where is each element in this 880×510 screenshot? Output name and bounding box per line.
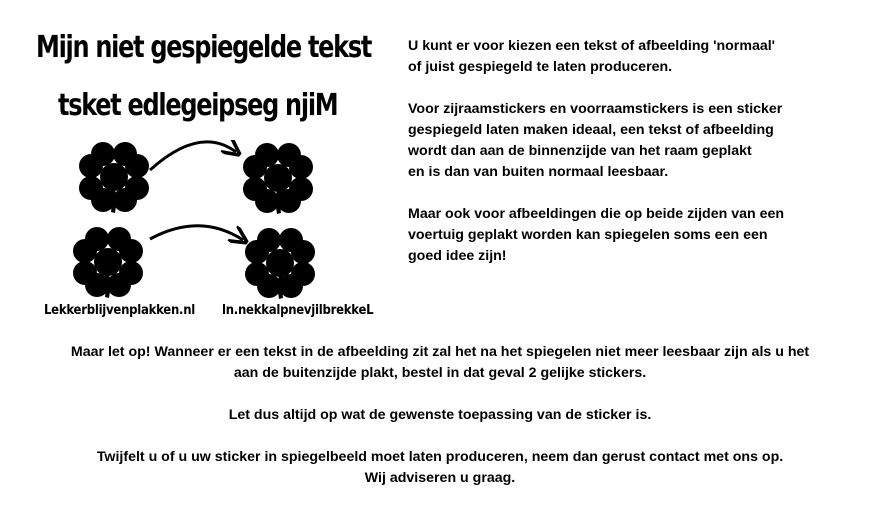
paragraph [0,342,880,384]
four-leaf-clover-icon [73,227,143,298]
text-line: Voor zijraamstickers en voorraamstickers is een sticker [408,101,783,117]
text-line: gespiegeld laten maken ideaal, een tekst of afbeelding [408,122,774,138]
text-line: Maar ook voor afbeeldingen die op beide zijden van een [408,206,785,222]
heading-normal: Mijn niet gespiegelde tekst [36,30,372,65]
mirroring-illustration [30,140,380,330]
heading-mirrored: tsket edlegeipseg njiM [58,88,338,123]
four-leaf-clover-icon [79,142,149,213]
bottom-text [0,342,880,510]
paragraph [0,405,880,426]
paragraph [408,99,842,183]
text-line: wordt dan aan de binnenzijde van het raam geplakt [408,143,752,159]
text-line: of juist gespiegeld te laten produceren. [408,59,673,75]
text-line: en is dan van buiten normaal leesbaar. [408,164,669,180]
text-line: Maar let op! Wanneer er een tekst in de afbeelding zit zal het na het spiegelen niet meer leesbaar zijn als u het [70,344,810,360]
text-line: goed idee zijn! [408,248,507,264]
text-line: U kunt er voor kiezen een tekst of afbeelding 'normaal' [408,38,776,54]
text-line: aan de buitenzijde plakt, bestel in dat geval 2 gelijke stickers. [233,365,647,381]
paragraph [0,447,880,489]
paragraph [408,36,842,78]
text-line: Twijfelt u of u uw sticker in spiegelbeeld moet laten produceren, neem dan gerust contact met ons op. [96,449,784,465]
caption-mirrored: ln.nekkalpnevjilbrekkeL [222,303,374,318]
text-line: Wij adviseren u graag. [364,470,516,486]
text-line: voertuig geplakt worden kan spiegelen soms een een [408,227,768,243]
caption-normal: Lekkerblijvenplakken.nl [44,303,196,318]
four-leaf-clover-icon [245,228,315,299]
curved-arrow-icon [150,226,243,240]
text-line: Let dus altijd op wat de gewenste toepassing van de sticker is. [228,407,652,423]
curved-arrow-icon [150,142,236,170]
right-column-text [408,36,842,288]
four-leaf-clover-icon [243,143,313,214]
paragraph [408,204,842,267]
